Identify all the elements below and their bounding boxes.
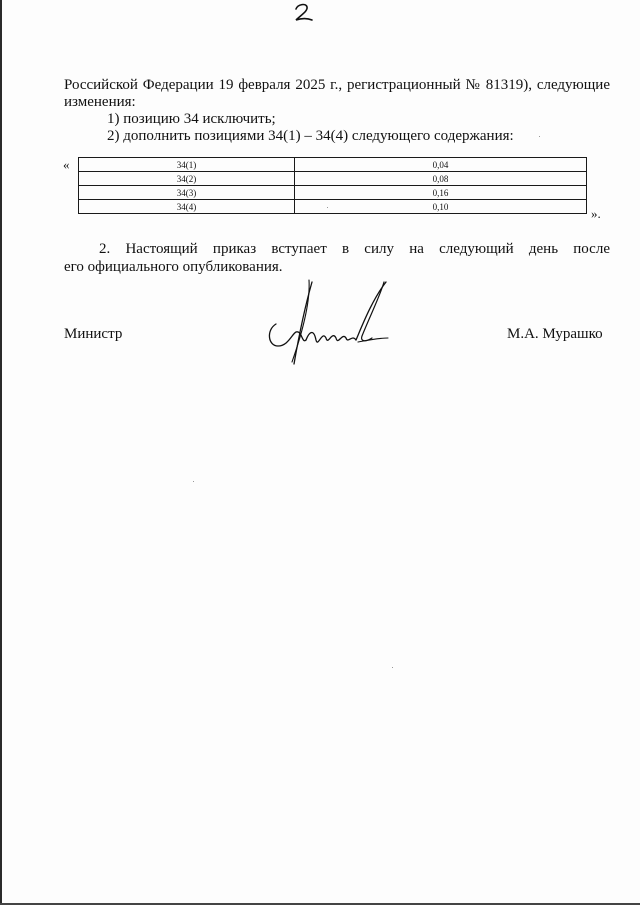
signatory-title: Министр [64,326,123,342]
handwritten-signature [262,276,392,368]
quote-close: ». [591,206,601,221]
positions-table [78,157,587,214]
page-left-edge [0,0,2,905]
quote-open: « [63,157,70,172]
signatory-name: М.А. Мурашко [507,326,603,342]
handwritten-page-number-icon [292,2,316,24]
paragraph-2-line-1: 2. Настоящий приказ вступает в силу на следующий день после [99,241,610,257]
page-number [292,2,316,24]
table-cell-value: 0,10 [295,200,587,214]
paragraph-continuation [64,77,610,111]
table-cell-code: 34(1) [79,158,295,172]
table-cell-code: 34(2) [79,172,295,186]
table-row [79,172,587,186]
paragraph-2-line-2: его официального опубликования. [64,259,283,275]
table-cell-code: 34(4) [79,200,295,214]
table-row [79,158,587,172]
table-cell-value: 0,04 [295,158,587,172]
scan-speck [539,136,540,137]
paragraph-effective-date [64,240,610,276]
table-row [79,200,587,214]
paragraph-line-1: Российской Федерации 19 февраля 2025 г., регистрационный № 81319), следующие [64,77,610,93]
paragraph-line-2: изменения: [64,94,136,110]
signature-icon [262,276,392,368]
scan-speck [327,207,328,208]
table-cell-value: 0,16 [295,186,587,200]
table-cell-code: 34(3) [79,186,295,200]
scan-speck [392,667,393,668]
change-item-1: 1) позицию 34 исключить; [107,111,276,127]
scan-speck [193,481,194,482]
table-cell-value: 0,08 [295,172,587,186]
change-item-2: 2) дополнить позициями 34(1) – 34(4) следующего содержания: [107,128,514,144]
table-row [79,186,587,200]
